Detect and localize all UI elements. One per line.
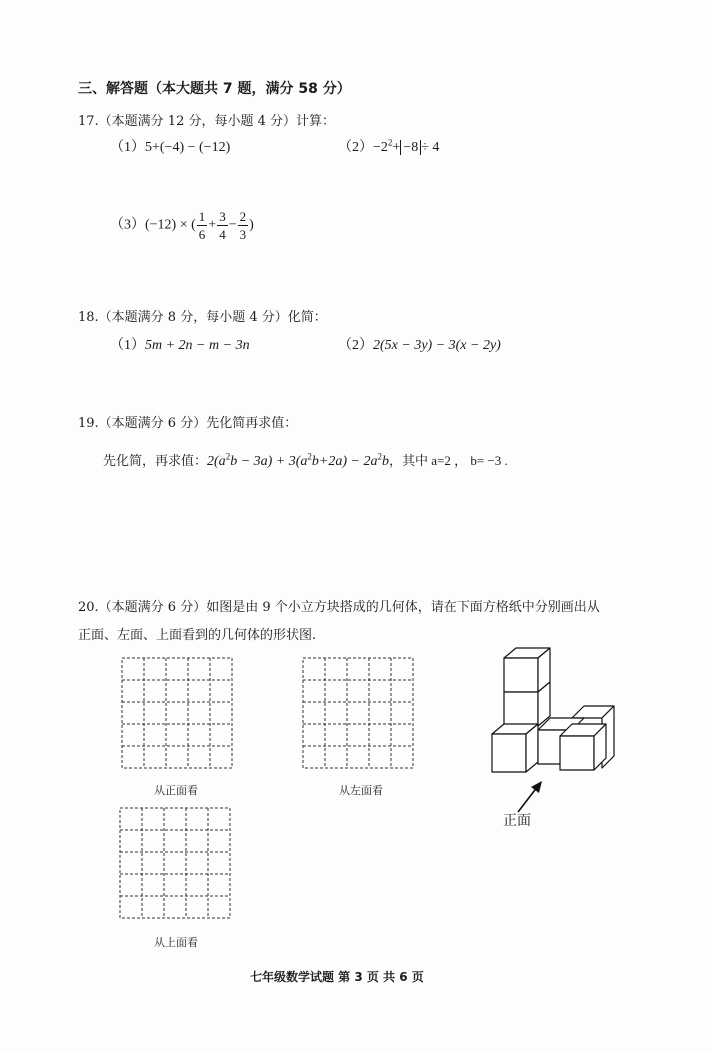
question-18-heading: 18.（本题满分 8 分，每小题 4 分）化简： (78, 310, 327, 325)
q17-part2-c: ÷ 4 (421, 140, 440, 155)
question-20-heading-line2: 正面、左面、上面看到的几何体的形状图. (78, 628, 317, 643)
q18-part2-expr: 2(5x − 3y) − 3(x − 2y) (373, 338, 501, 353)
q18-part1 (110, 334, 250, 354)
q19-e1: 2(a (207, 454, 226, 469)
q17-part2-a: −2 (373, 140, 388, 155)
question-20-heading: 20.（本题满分 6 分）如图是由 9 个小立方块搭成的几何体，请在下面方格纸中分别画出从 (78, 600, 600, 615)
q19-expression (103, 450, 508, 470)
q17-part3-a: (−12) × ( (145, 217, 196, 233)
grid-front-view (120, 656, 234, 770)
caption-front-view: 从正面看 (154, 784, 198, 797)
grid-left-view (301, 656, 415, 770)
q17-part2-exp: 2 (387, 137, 393, 148)
cube-solid-figure (486, 644, 636, 794)
page-footer: 七年级数学试题 第 3 页 共 6 页 (250, 970, 424, 984)
q19-e3: b+2a) − 2a (311, 454, 378, 469)
q19-e2: b − 3a) + 3(a (230, 454, 308, 469)
q18-part2 (338, 334, 501, 354)
q17-part3 (110, 210, 254, 241)
q17-part2 (338, 136, 439, 156)
q19-lead: 先化简，再求值： (103, 453, 208, 468)
q17-op1: + (208, 217, 217, 233)
caption-left-view: 从左面看 (339, 784, 383, 797)
fraction-denominator: 4 (219, 227, 226, 242)
fraction-denominator: 6 (198, 227, 206, 242)
caption-top-view: 从上面看 (154, 936, 198, 949)
q19-e4: b (381, 454, 389, 469)
fraction-denominator: 3 (239, 227, 247, 242)
q19-condition: ，其中 a=2 ， b= −3 . (388, 453, 508, 468)
q17-op2: − (228, 217, 237, 233)
q18-part1-label: （1） (110, 338, 145, 353)
section-title: 三、解答题（本大题共 7 题，满分 58 分） (78, 81, 351, 97)
fraction-numerator: 3 (219, 209, 226, 224)
fraction-1-6 (197, 210, 208, 241)
q17-part3-end: ) (249, 217, 254, 233)
q17-part2-abs: −8 (400, 140, 421, 155)
q17-part1-label: （1） (110, 140, 145, 155)
q17-part1-expr: 5+(−4) − (−12) (145, 140, 231, 155)
q19-e1-exp: 2 (225, 451, 231, 462)
q18-part1-expr: 5m + 2n − m − 3n (145, 338, 250, 353)
q17-part1 (110, 136, 230, 156)
grid-top-view (118, 806, 232, 920)
q17-part2-label: （2） (338, 140, 373, 155)
question-19-heading: 19.（本题满分 6 分）先化简再求值： (78, 416, 298, 431)
fraction-numerator: 2 (239, 209, 247, 224)
q19-e2-exp: 2 (307, 451, 312, 462)
q19-e3-exp: 2 (377, 451, 382, 462)
q18-part2-label: （2） (338, 338, 373, 353)
fraction-2-3 (238, 210, 249, 241)
front-direction-label: 正面 (503, 813, 531, 829)
q17-part3-label: （3） (110, 217, 145, 233)
fraction-numerator: 1 (198, 209, 206, 224)
fraction-3-4 (217, 210, 228, 241)
q17-part2-b: + (392, 140, 401, 155)
question-17-heading: 17.（本题满分 12 分，每小题 4 分）计算： (78, 114, 336, 129)
